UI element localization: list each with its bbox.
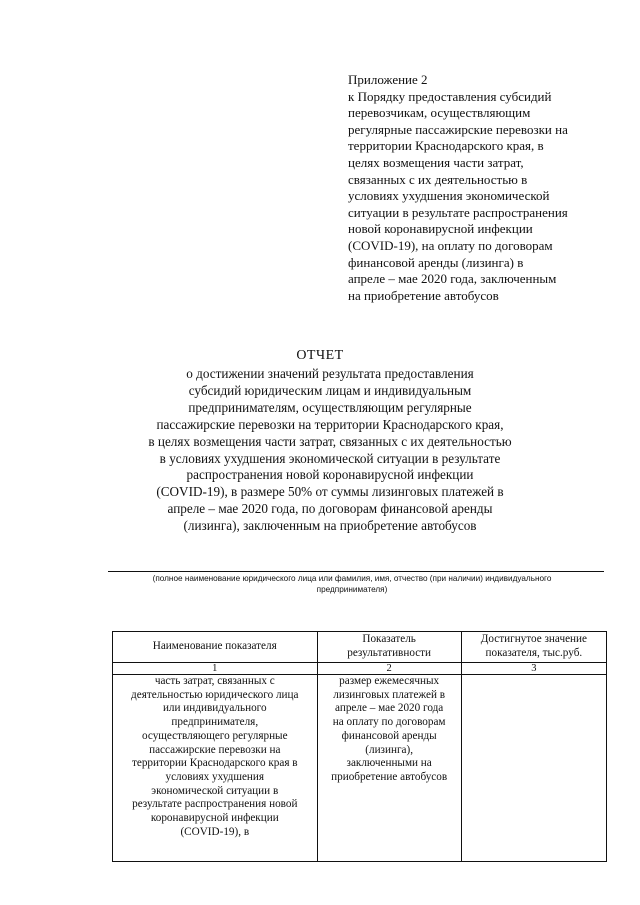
appendix-line: (COVID-19), на оплату по договорам xyxy=(348,237,553,253)
appendix-line: к Порядку предоставления субсидий xyxy=(348,88,552,104)
appendix-line: целях возмещения части затрат, xyxy=(348,154,524,170)
appendix-line: Приложение 2 xyxy=(348,72,428,87)
column-number: 2 xyxy=(317,663,461,675)
appendix-line: условиях ухудшения экономической xyxy=(348,188,550,204)
report-line: субсидий юридическим лицам и индивидуальным xyxy=(188,382,472,398)
table-header-row xyxy=(113,632,607,663)
report-line: распространения новой коронавирусной инфекции xyxy=(186,467,474,483)
appendix-line: ситуации в результате распространения xyxy=(348,204,568,220)
report-line: в целях возмещения части затрат, связанных с их деятельностью xyxy=(148,433,512,449)
report-description xyxy=(120,366,540,535)
name-caption xyxy=(92,573,612,595)
cell-indicator-name: часть затрат, связанных с деятельностью юридического лица или индивидуального предпринимателя, осуществляющего регулярные пассажирские перевозки на территории Краснодарского края в условиях ухудшения экономической ситуации в результате распространения новой коронавирусной инфекции (COVID-19), в xyxy=(113,675,318,862)
appendix-line: новой коронавирусной инфекции xyxy=(348,221,533,237)
table-column-numbers-row xyxy=(113,663,607,675)
cell-performance-indicator: размер ежемесячных лизинговых платежей в апреле – мае 2020 года на оплату по договорам финансовой аренды (лизинга), заключенными на приобретение автобусов xyxy=(317,675,461,862)
column-number: 3 xyxy=(461,663,606,675)
appendix-line: территории Краснодарского края, в xyxy=(348,138,544,154)
header-indicator-name: Наименование показателя xyxy=(113,632,318,663)
report-line: (лизинга), заключенным на приобретение автобусов xyxy=(183,518,477,534)
header-performance-indicator: Показатель результативности xyxy=(317,632,461,663)
report-title: ОТЧЕТ xyxy=(296,348,344,363)
name-caption-line: (полное наименование юридического лица или фамилия, имя, отчество (при наличии) индивидуального xyxy=(152,574,552,583)
report-line: апреле – мае 2020 года, по договорам финансовой аренды xyxy=(167,501,493,517)
report-line: предпринимателям, осуществляющим регулярные xyxy=(188,399,472,415)
report-line: в условиях ухудшения экономической ситуации в результате xyxy=(159,450,501,466)
appendix-block xyxy=(348,72,618,304)
name-fill-line xyxy=(108,571,604,572)
appendix-line: связанных с их деятельностью в xyxy=(348,171,528,187)
indicator-table xyxy=(112,631,607,862)
report-line: пассажирские перевозки на территории Краснодарского края, xyxy=(156,416,504,432)
cell-achieved-value[interactable] xyxy=(461,675,606,862)
appendix-line: регулярные пассажирские перевозки на xyxy=(348,121,568,137)
appendix-line: на приобретение автобусов xyxy=(348,287,499,303)
report-line: (COVID-19), в размере 50% от суммы лизинговых платежей в xyxy=(156,484,504,500)
appendix-line: финансовой аренды (лизинга) в xyxy=(348,254,524,270)
appendix-line: апреле – мае 2020 года, заключенным xyxy=(348,271,557,287)
appendix-line: перевозчикам, осуществляющим xyxy=(348,105,531,121)
name-caption-line: предпринимателя) xyxy=(316,585,388,594)
table-row xyxy=(113,675,607,862)
header-achieved-value: Достигнутое значение показателя, тыс.руб. xyxy=(461,632,606,663)
report-line: о достижении значений результата предоставления xyxy=(186,366,474,381)
column-number: 1 xyxy=(113,663,318,675)
